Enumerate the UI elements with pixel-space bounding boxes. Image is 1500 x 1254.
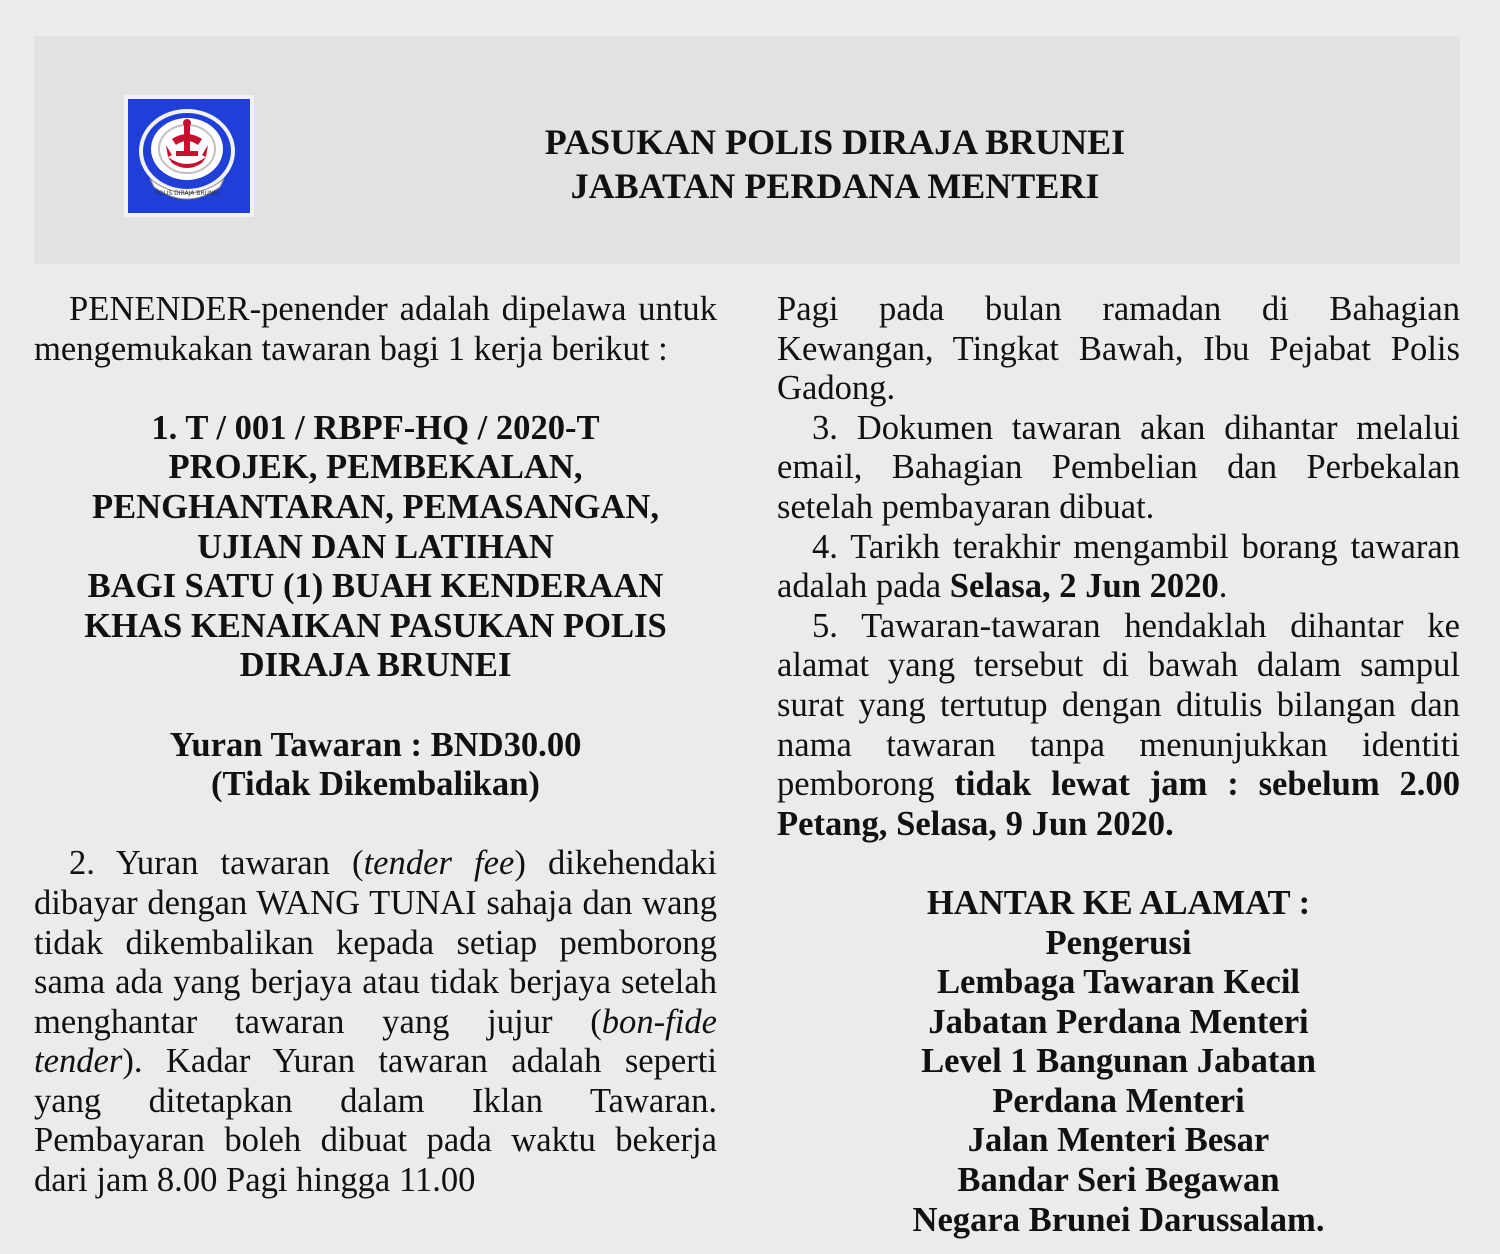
- address-line: Pengerusi: [1045, 923, 1192, 962]
- tender-fee: Yuran Tawaran : BND30.00: [169, 725, 582, 764]
- tender-number: 1. T / 001 / RBPF-HQ / 2020-T: [151, 408, 600, 447]
- paragraph-2: 2. Yuran tawaran (tender fee) dikehendaki dibayar dengan WANG TUNAI sahaja dan wang tidak dikembalikan kepada setiap pemborong sama ada yang berjaya atau tidak berjaya setelah menghantar tawaran yang jujur (bon-fide tender). Kadar Yuran tawaran adalah seperti yang ditetapkan dalam Iklan Tawaran. Pembayaran boleh dibuat pada waktu bekerja dari jam 8.00 Pagi hingga 11.00: [34, 844, 717, 1200]
- tender-title-line: PENGHANTARAN, PEMASANGAN,: [91, 487, 659, 526]
- logo-ring-text: POLIS DIRAJA BRUNEI: [155, 190, 219, 197]
- paragraph-4: 4. Tarikh terakhir mengambil borang tawaran adalah pada Selasa, 2 Jun 2020.: [777, 527, 1460, 606]
- tender-title-block: [34, 409, 717, 686]
- department-title: JABATAN PERDANA MENTERI: [570, 166, 1100, 206]
- header-titles: [400, 120, 1270, 208]
- police-crest-logo: [124, 95, 254, 217]
- address-line: Lembaga Tawaran Kecil: [936, 963, 1301, 1002]
- address-line: Perdana Menteri: [992, 1081, 1245, 1120]
- paragraph-5: 5. Tawaran-tawaran hendaklah dihantar ke alamat yang tersebut di bawah dalam sampul surat yang tertutup dengan ditulis bilangan dan nama tawaran tanpa menunjukkan identiti pemborong tidak lewat jam : sebelum 2.00 Petang, Selasa, 9 Jun 2020.: [777, 606, 1461, 843]
- tender-title-line: KHAS KENAIKAN PASUKAN POLIS: [84, 606, 667, 645]
- address-heading: HANTAR KE ALAMAT :: [926, 883, 1311, 922]
- paragraph-3: 3. Dokumen tawaran akan dihantar melalui email, Bahagian Pembelian dan Perbekalan setelah pembayaran dibuat.: [777, 408, 1460, 526]
- tender-title-line: DIRAJA BRUNEI: [239, 646, 512, 685]
- paragraph-2-continued: Pagi pada bulan ramadan di Bahagian Kewangan, Tingkat Bawah, Ibu Pejabat Polis Gadong.: [777, 290, 1460, 408]
- address-block: [777, 884, 1460, 1240]
- tender-title-line: BAGI SATU (1) BUAH KENDERAAN: [87, 567, 664, 606]
- organization-title: PASUKAN POLIS DIRAJA BRUNEI: [544, 122, 1126, 162]
- police-crest-icon: [124, 95, 254, 217]
- address-line: Jalan Menteri Besar: [967, 1121, 1270, 1160]
- address-line: Bandar Seri Begawan: [957, 1161, 1280, 1200]
- right-column: [777, 290, 1460, 1240]
- tender-fee-block: [34, 726, 717, 805]
- address-line: Negara Brunei Darussalam.: [912, 1200, 1325, 1239]
- tender-fee-note: (Tidak Dikembalikan): [211, 765, 540, 804]
- tender-title-line: UJIAN DAN LATIHAN: [197, 527, 554, 566]
- left-column: [34, 290, 717, 1201]
- intro-paragraph: PENENDER-penender adalah dipelawa untuk mengemukakan tawaran bagi 1 kerja berikut :: [34, 290, 717, 368]
- address-line: Level 1 Bangunan Jabatan: [921, 1042, 1316, 1081]
- tender-title-line: PROJEK, PEMBEKALAN,: [168, 448, 583, 487]
- address-line: Jabatan Perdana Menteri: [928, 1002, 1309, 1041]
